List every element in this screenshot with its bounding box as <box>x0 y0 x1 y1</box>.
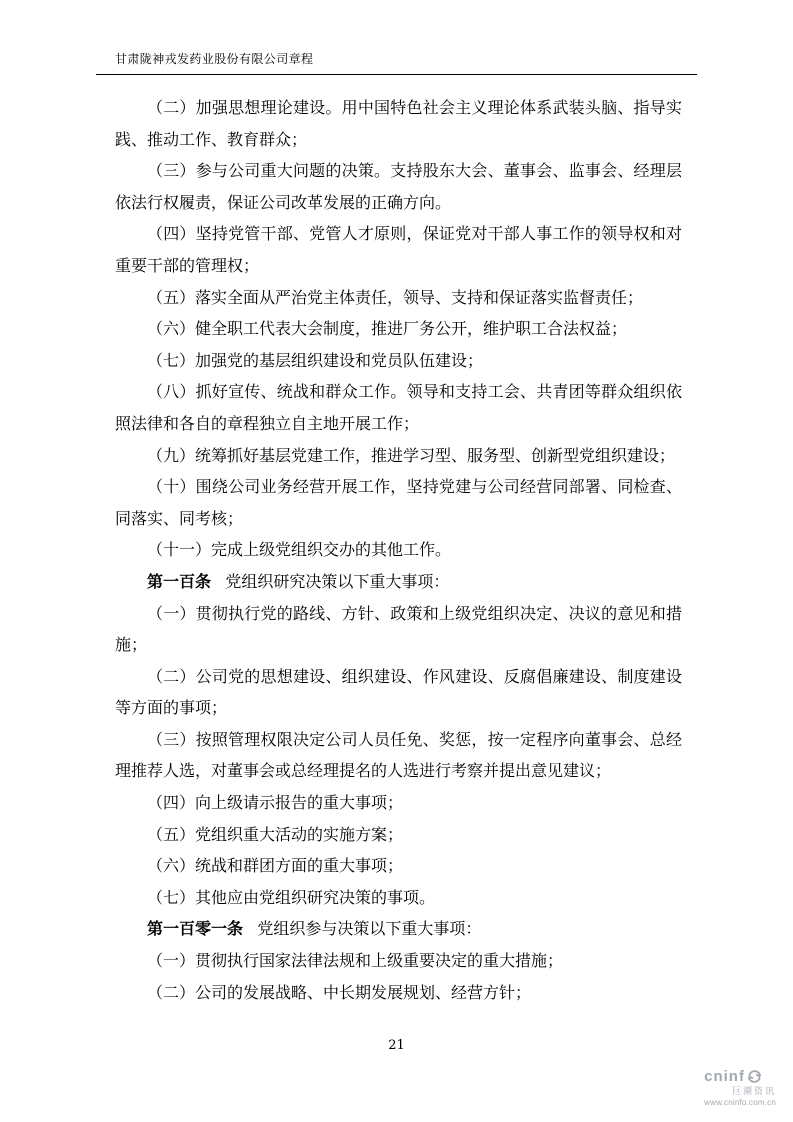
article-number: 第一百条 <box>147 571 212 591</box>
clause-paragraph: （十一）完成上级党组织交办的其他工作。 <box>147 540 452 560</box>
clause-paragraph: （七）加强党的基层组织建设和党员队伍建设； <box>147 350 484 370</box>
clause-paragraph: （七）其他应由党组织研究决策的事项。 <box>147 887 436 907</box>
document-body <box>115 92 682 1008</box>
page-header <box>96 50 697 75</box>
clause-paragraph: （一）贯彻执行党的路线、方针、政策和上级党组织决定、决议的意见和措施； <box>115 603 682 655</box>
clause-paragraph: （四）坚持党管干部、党管人才原则，保证党对干部人事工作的领导权和对重要干部的管理权； <box>115 224 682 275</box>
clause-paragraph: （六）统战和群团方面的重大事项； <box>147 856 404 876</box>
clause-paragraph: （二）加强思想理论建设。用中国特色社会主义理论体系武装头脑、指导实践、推动工作、教育群众； <box>115 98 682 149</box>
clause-paragraph: （一）贯彻执行国家法律法规和上级重要决定的重大措施； <box>147 951 564 971</box>
cninfo-swirl-icon <box>747 1069 762 1084</box>
clause-paragraph: （十）围绕公司业务经营开展工作，坚持党建与公司经营同部署、同检查、同落实、同考核； <box>115 477 682 528</box>
page-number: 21 <box>388 1038 405 1053</box>
clause-paragraph: （五）落实全面从严治党主体责任，领导、支持和保证落实监督责任； <box>147 287 644 307</box>
clause-paragraph: （四）向上级请示报告的重大事项； <box>147 793 404 813</box>
article-number: 第一百零一条 <box>147 919 244 939</box>
clause-paragraph: （三）按照管理权限决定公司人员任免、奖惩，按一定程序向董事会、总经理推荐人选，对董事会或总经理提名的人选进行考察并提出意见建议； <box>115 729 682 781</box>
cninfo-brand-text: cninf <box>704 1068 745 1086</box>
clause-paragraph: （二）公司的发展战略、中长期发展规划、经营方针； <box>147 982 532 1002</box>
article-heading <box>115 566 682 598</box>
clause-paragraph: （二）公司党的思想建设、组织建设、作风建设、反腐倡廉建设、制度建设等方面的事项； <box>115 666 682 718</box>
article-heading-text: 党组织研究决策以下重大事项： <box>225 571 450 591</box>
document-title: 甘肃陇神戎发药业股份有限公司章程 <box>115 52 314 66</box>
cninfo-watermark <box>704 1068 776 1107</box>
cninfo-url: www.cninfo.com.cn <box>704 1097 776 1107</box>
clause-paragraph: （九）统筹抓好基层党建工作，推进学习型、服务型、创新型党组织建设； <box>147 445 676 465</box>
clause-paragraph: （三）参与公司重大问题的决策。支持股东大会、董事会、监事会、经理层依法行权履责，保证公司改革发展的正确方向。 <box>115 161 682 212</box>
clause-paragraph: （五）党组织重大活动的实施方案； <box>147 824 404 844</box>
cninfo-name: 巨潮资讯 <box>731 1086 776 1097</box>
clause-paragraph: （六）健全职工代表大会制度，推进厂务公开，维护职工合法权益； <box>147 319 628 339</box>
clause-paragraph: （八）抓好宣传、统战和群众工作。领导和支持工会、共青团等群众组织依照法律和各自的章程独立自主地开展工作； <box>115 382 682 433</box>
cninfo-logo-row <box>704 1068 776 1085</box>
article-heading <box>115 913 682 945</box>
article-heading-text: 党组织参与决策以下重大事项： <box>257 919 482 939</box>
